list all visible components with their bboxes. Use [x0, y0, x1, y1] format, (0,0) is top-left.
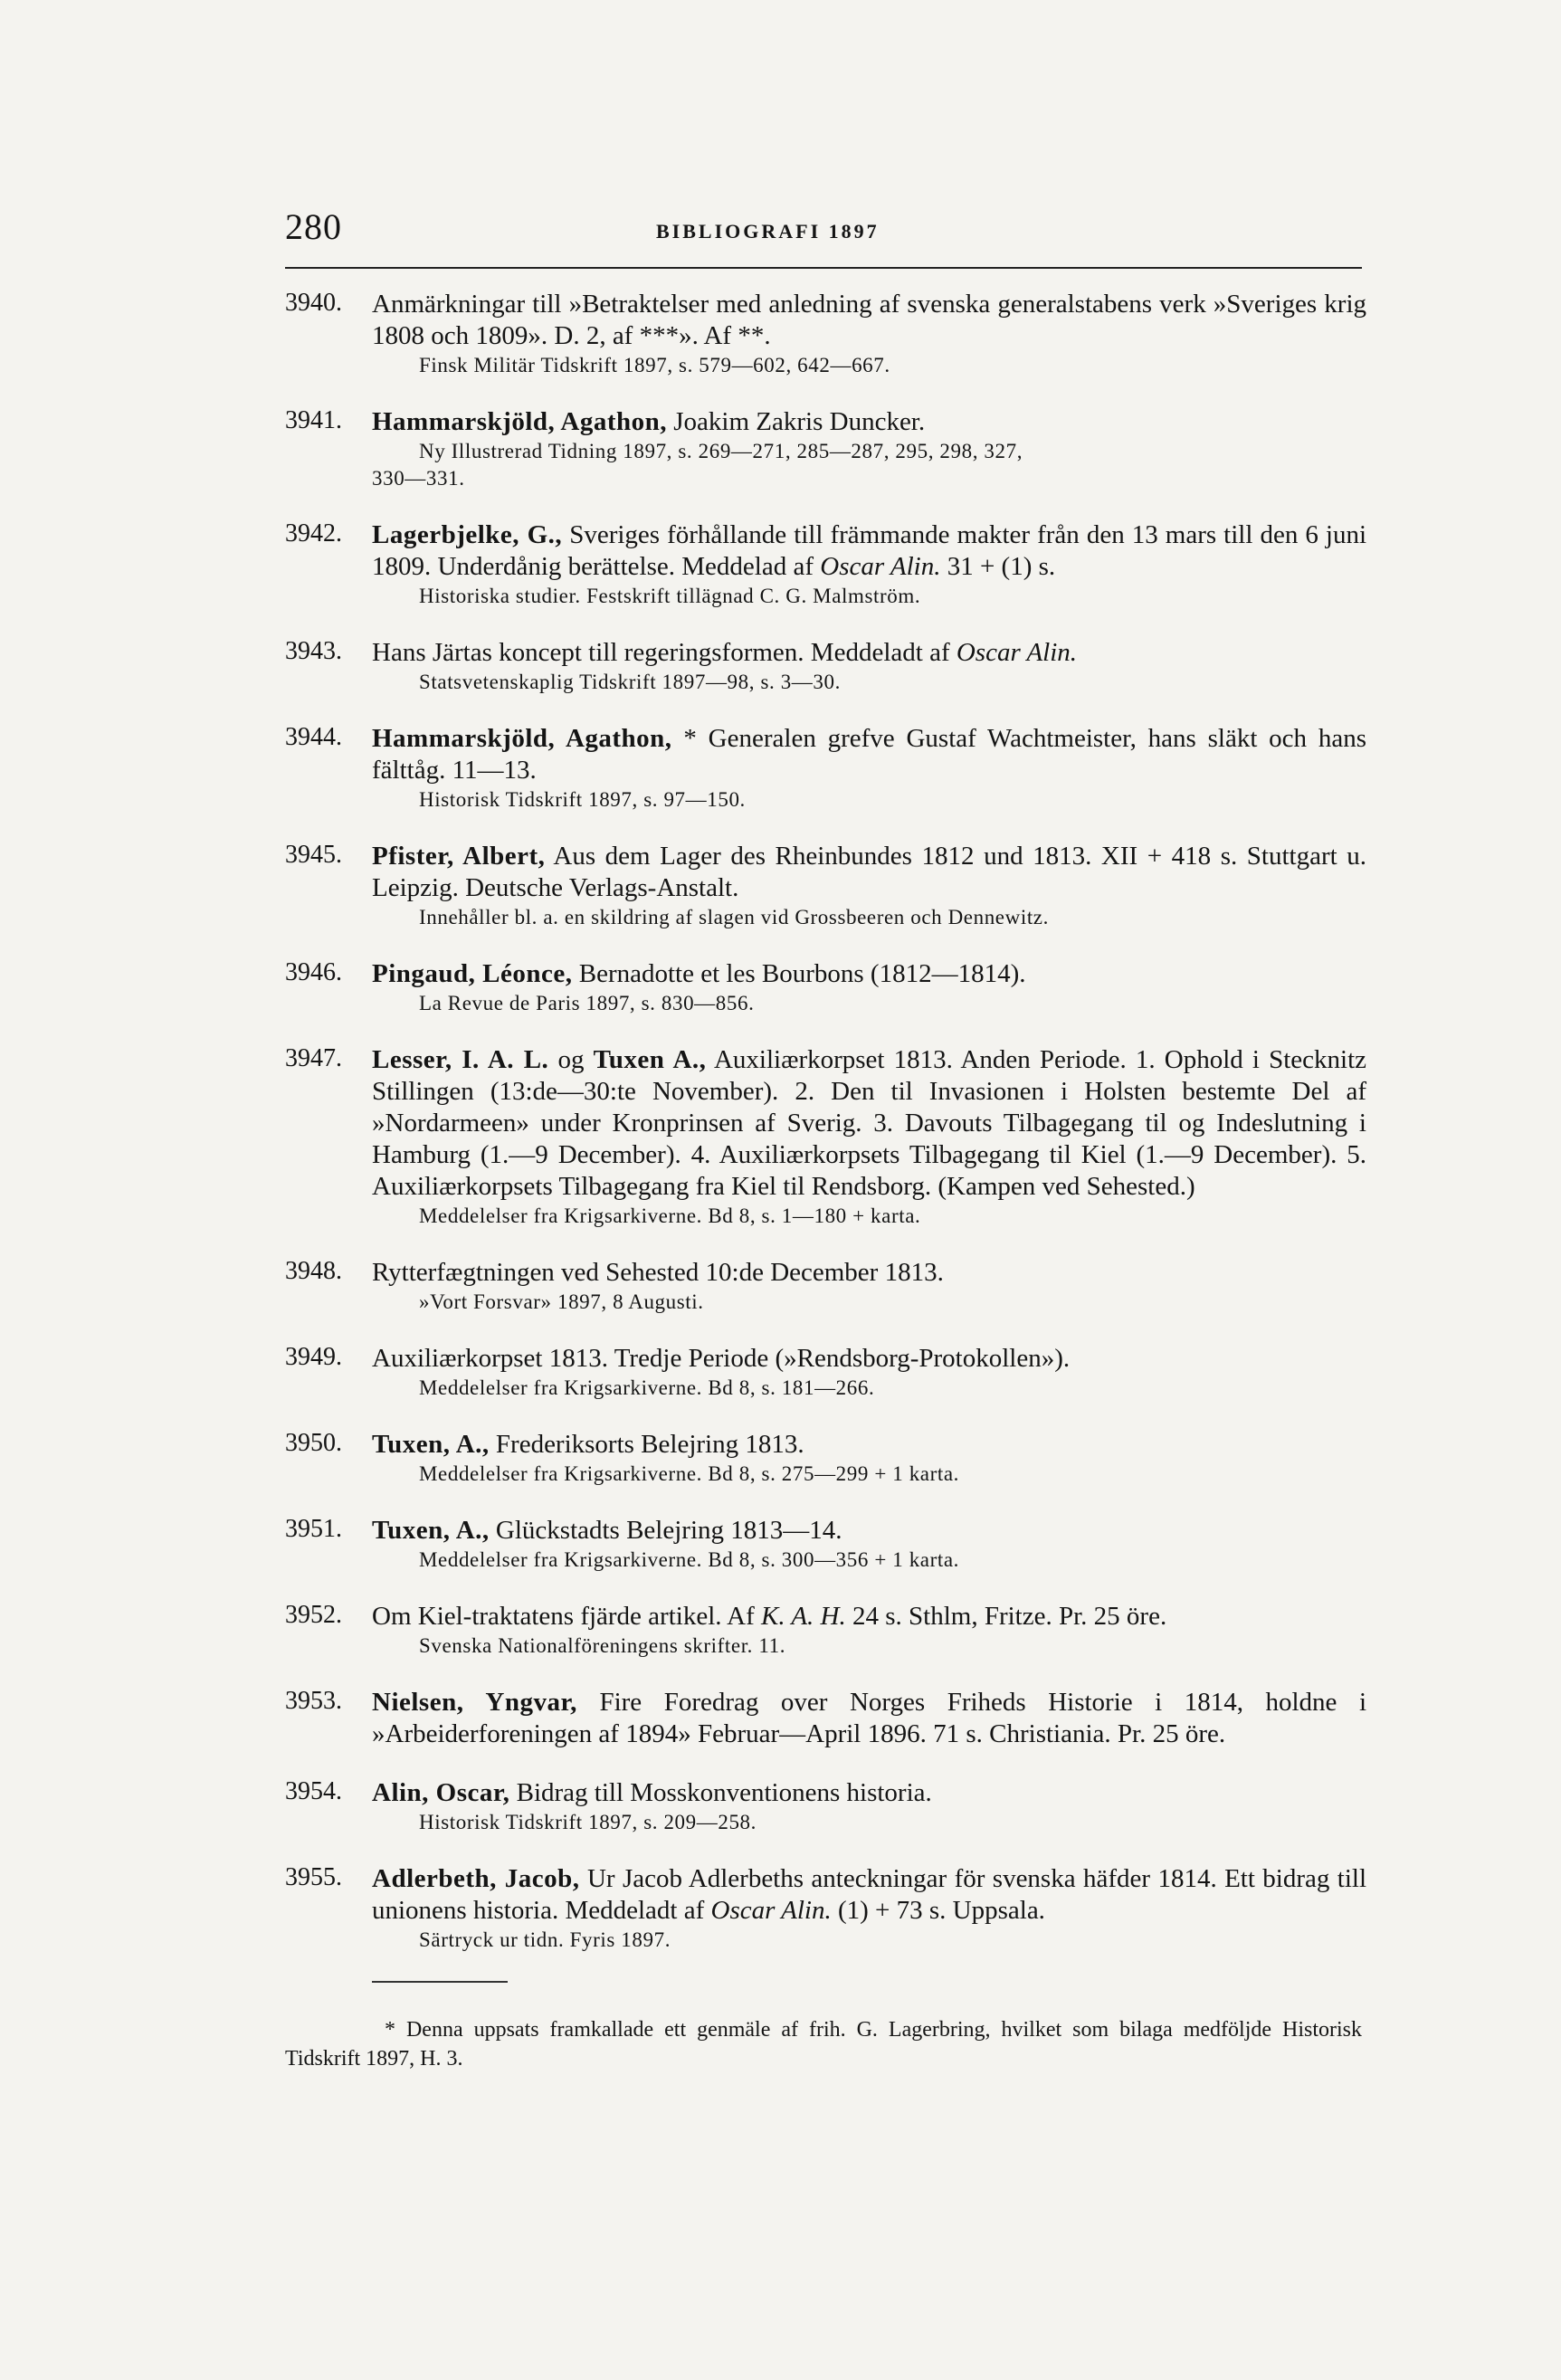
header-rule	[285, 267, 1362, 269]
entry-3942	[285, 519, 1366, 610]
entry-number: 3947.	[285, 1044, 342, 1072]
entry-3945	[285, 841, 1366, 931]
entry-text: Pfister, Albert, Aus dem Lager des Rheinbundes 1812 und 1813. XII + 418 s. Stuttgart u. Leipzig. Deutsche Verlags-Anstalt.	[372, 842, 1366, 902]
entry-number: 3940.	[285, 289, 342, 317]
entry-3941	[285, 406, 1366, 492]
entry-source: Meddelelser fra Krigsarkiverne. Bd 8, s. 275—299 + 1 karta.	[419, 1462, 960, 1485]
entry-number: 3954.	[285, 1777, 342, 1805]
entry-number: 3951.	[285, 1515, 342, 1543]
entry-source: Meddelelser fra Krigsarkiverne. Bd 8, s. 300—356 + 1 karta.	[419, 1548, 960, 1571]
entry-source: Ny Illustrerad Tidning 1897, s. 269—271, 285—287, 295, 298, 327,	[419, 440, 1023, 462]
entry-text: Alin, Oscar, Bidrag till Mosskonventionens historia.	[372, 1778, 932, 1807]
entry-source: Historisk Tidskrift 1897, s. 97—150.	[419, 788, 746, 811]
entry-text: Nielsen, Yngvar, Fire Foredrag over Norges Friheds Historie i 1814, holdne i »Arbeiderforeningen af 1894» Februar—April 1896. 71 s. Christiania. Pr. 25 öre.	[372, 1688, 1367, 1748]
entry-source: Svenska Nationalföreningens skrifter. 11.	[419, 1634, 786, 1657]
entry-author: Nielsen, Yngvar,	[372, 1688, 577, 1717]
entry-source: Finsk Militär Tidskrift 1897, s. 579—602, 642—667.	[419, 354, 890, 376]
entry-source: Statsvetenskaplig Tidskrift 1897—98, s. 3—30.	[419, 671, 841, 693]
entry-3949	[285, 1343, 1366, 1402]
entry-source-continued: 330—331.	[372, 467, 465, 490]
entry-source: Särtryck ur tidn. Fyris 1897.	[419, 1928, 671, 1951]
entry-number: 3942.	[285, 519, 342, 547]
entry-3944	[285, 723, 1366, 814]
entry-author: Alin, Oscar,	[372, 1778, 510, 1807]
entry-3943	[285, 637, 1366, 696]
entry-number: 3955.	[285, 1863, 342, 1891]
entry-text: Pingaud, Léonce, Bernadotte et les Bourbons (1812—1814).	[372, 959, 1026, 988]
entry-author: Tuxen, A.,	[372, 1516, 490, 1545]
running-head: BIBLIOGRAFI 1897	[656, 220, 880, 243]
entry-source: La Revue de Paris 1897, s. 830—856.	[419, 992, 755, 1014]
entry-author: Pingaud, Léonce,	[372, 959, 573, 988]
entry-3947	[285, 1044, 1366, 1230]
entry-author: Hammarskjöld, Agathon,	[372, 724, 672, 753]
entry-3940	[285, 289, 1366, 379]
entry-number: 3943.	[285, 637, 342, 665]
entry-author: Hammarskjöld, Agathon,	[372, 407, 668, 436]
entry-number: 3948.	[285, 1257, 342, 1285]
entry-3946	[285, 958, 1366, 1017]
entry-text: Anmärkningar till »Betraktelser med anledning af svenska generalstabens verk »Sveriges krig 1808 och 1809». D. 2, af ***». Af **.	[372, 290, 1366, 350]
entry-text: Hans Järtas koncept till regeringsformen. Meddeladt af Oscar Alin.	[372, 638, 1078, 667]
entry-3948	[285, 1257, 1366, 1316]
entry-number: 3946.	[285, 958, 342, 986]
entry-author: Adlerbeth, Jacob,	[372, 1864, 580, 1893]
footnote-rule	[372, 1981, 508, 1983]
entry-source: Historisk Tidskrift 1897, s. 209—258.	[419, 1811, 757, 1833]
entry-text: Auxiliærkorpset 1813. Tredje Periode (»Rendsborg-Protokollen»).	[372, 1344, 1071, 1373]
entry-3950	[285, 1429, 1366, 1488]
footnote: * Denna uppsats framkallade ett genmäle af frih. G. Lagerbring, hvilket som bilaga medföljde Historisk Tidskrift 1897, H. 3.	[285, 2018, 1362, 2071]
entry-text: Lagerbjelke, G., Sveriges förhållande till främmande makter från den 13 mars till den 6 juni 1809. Underdånig berättelse. Meddelad af Oscar Alin. 31 + (1) s.	[372, 520, 1367, 581]
entry-number: 3952.	[285, 1601, 342, 1629]
entry-source: Meddelelser fra Krigsarkiverne. Bd 8, s. 181—266.	[419, 1376, 875, 1399]
entry-text: Rytterfægtningen ved Sehested 10:de December 1813.	[372, 1258, 944, 1287]
entry-source: Historiska studier. Festskrift tillägnad C. G. Malmström.	[419, 585, 921, 607]
entry-text: Lesser, I. A. L. og Tuxen A., Auxiliærkorpset 1813. Anden Periode. 1. Ophold i Stecknitz Stillingen (13:de—30:te November). 2. Den til Invasionen i Holsten bestemte Del af »Nordarmeen» under Kronprinsen af Sverig. 3. Davouts Tilbagegang til og Indeslutning i Hamburg (1.—9 December). 4. Auxiliærkorpsets Tilbagegang til Kiel (1.—9 December). 5. Auxiliærkorpsets Tilbagegang fra Kiel til Rendsborg. (Kampen ved Sehested.)	[372, 1045, 1367, 1201]
entry-3955	[285, 1863, 1366, 1954]
entry-number: 3953.	[285, 1687, 342, 1715]
entry-author: Lagerbjelke, G.,	[372, 520, 563, 549]
bibliography-entries	[285, 289, 1366, 1954]
entry-number: 3950.	[285, 1429, 342, 1457]
document-page	[285, 195, 1366, 2073]
page-header	[285, 195, 1366, 258]
entry-number: 3949.	[285, 1343, 342, 1371]
entry-text: Hammarskjöld, Agathon, Joakim Zakris Duncker.	[372, 407, 926, 436]
entry-number: 3945.	[285, 841, 342, 869]
entry-text: Hammarskjöld, Agathon, * Generalen grefve Gustaf Wachtmeister, hans släkt och hans fälttåg. 11—13.	[372, 724, 1367, 785]
entry-source: Innehåller bl. a. en skildring af slagen vid Grossbeeren och Dennewitz.	[419, 906, 1049, 928]
entry-author: Pfister, Albert,	[372, 842, 546, 871]
entry-text: Tuxen, A., Glückstadts Belejring 1813—14.	[372, 1516, 842, 1545]
entry-source: Meddelelser fra Krigsarkiverne. Bd 8, s. 1—180 + karta.	[419, 1204, 921, 1227]
entry-number: 3941.	[285, 406, 342, 434]
entry-text: Adlerbeth, Jacob, Ur Jacob Adlerbeths anteckningar för svenska häfder 1814. Ett bidrag till unionens historia. Meddeladt af Oscar Alin. (1) + 73 s. Uppsala.	[372, 1864, 1367, 1925]
entry-author: Tuxen, A.,	[372, 1430, 490, 1459]
entry-3951	[285, 1515, 1366, 1574]
entry-3954	[285, 1777, 1366, 1836]
entry-source: »Vort Forsvar» 1897, 8 Augusti.	[419, 1290, 704, 1313]
entry-author-2: Tuxen A.,	[593, 1045, 707, 1074]
entry-number: 3944.	[285, 723, 342, 751]
entry-3952	[285, 1601, 1366, 1660]
entry-text: Tuxen, A., Frederiksorts Belejring 1813.	[372, 1430, 804, 1459]
entry-text: Om Kiel-traktatens fjärde artikel. Af K. A. H. 24 s. Sthlm, Fritze. Pr. 25 öre.	[372, 1602, 1167, 1631]
entry-author: Lesser, I. A. L.	[372, 1045, 549, 1074]
entry-3953	[285, 1687, 1366, 1750]
page-number: 280	[285, 206, 342, 247]
